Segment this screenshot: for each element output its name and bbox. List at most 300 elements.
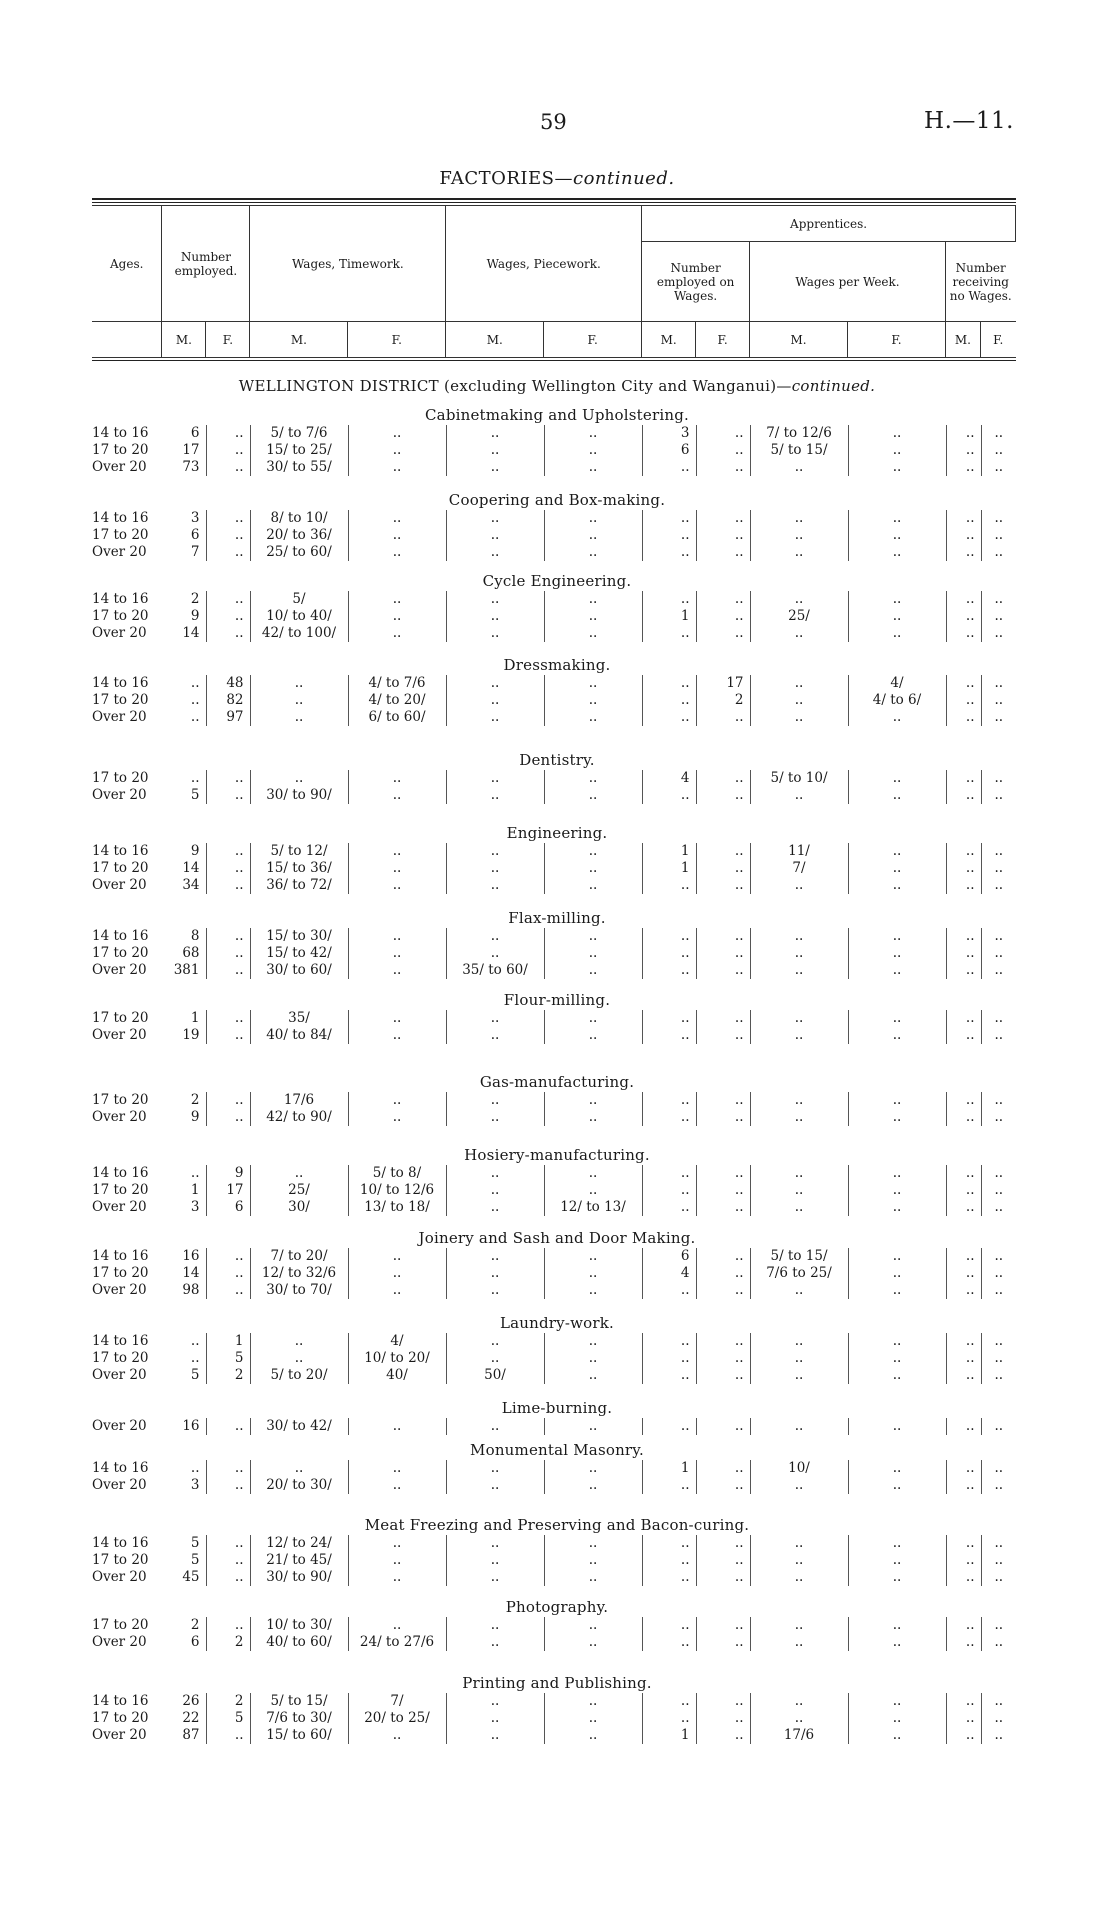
age-cell: 17 to 20: [92, 1350, 149, 1366]
data-cell: ..: [696, 787, 750, 804]
industry-section: [0, 1673, 1114, 1744]
data-cell: ..: [848, 1092, 946, 1109]
data-cell: ..: [994, 787, 1004, 803]
table-row: [92, 425, 1016, 442]
data-cell: 22: [162, 1710, 206, 1727]
data-cell: ..: [544, 1092, 642, 1109]
data-cell: ..: [946, 1333, 981, 1350]
data-cell: ..: [696, 1109, 750, 1126]
data-cell: ..: [642, 527, 696, 544]
district-main: WELLINGTON DISTRICT (excluding Wellington City and Wanganui)—: [238, 377, 792, 395]
data-cell: 1: [162, 1182, 206, 1199]
data-cell: ..: [544, 1727, 642, 1744]
data-cell: ..: [162, 1350, 206, 1367]
data-cell: ..: [750, 877, 848, 894]
data-cell: ..: [946, 1109, 981, 1126]
table-row: [92, 1265, 1016, 1282]
data-cell: 2: [162, 1092, 206, 1109]
age-cell: Over 20: [92, 1569, 147, 1585]
age-cell: 14 to 16: [92, 1460, 149, 1476]
data-cell: 42/ to 100/: [250, 625, 348, 642]
table-row: [92, 787, 1016, 804]
data-cell: 4/: [848, 675, 946, 692]
data-cell: ..: [994, 1282, 1004, 1298]
data-cell: ..: [446, 770, 544, 787]
industry-section: [0, 1313, 1114, 1384]
industry-table: [92, 1333, 1016, 1384]
data-cell: ..: [544, 1693, 642, 1710]
data-cell: 4/: [348, 1333, 446, 1350]
table-row: [92, 510, 1016, 527]
data-cell: ..: [348, 1418, 446, 1435]
data-cell: 73: [162, 459, 206, 476]
industry-title: Coopering and Box-making.: [448, 491, 666, 509]
data-cell: ..: [994, 1367, 1004, 1383]
data-cell: ..: [848, 1182, 946, 1199]
data-cell: ..: [750, 1333, 848, 1350]
data-cell: ..: [642, 1165, 696, 1182]
data-cell: 34: [162, 877, 206, 894]
data-cell: ..: [946, 1199, 981, 1216]
data-cell: ..: [642, 962, 696, 979]
data-cell: ..: [206, 608, 250, 625]
data-cell: ..: [642, 591, 696, 608]
data-cell: ..: [696, 1634, 750, 1651]
data-cell: 25/ to 60/: [250, 544, 348, 561]
table-row: [92, 1634, 1016, 1651]
data-cell: ..: [544, 1418, 642, 1435]
data-cell: ..: [206, 843, 250, 860]
industry-table: [92, 1418, 1016, 1435]
data-cell: ..: [642, 1617, 696, 1634]
data-cell: ..: [446, 1693, 544, 1710]
data-cell: ..: [946, 1418, 981, 1435]
data-cell: 9: [162, 1109, 206, 1126]
data-cell: ..: [544, 1617, 642, 1634]
data-cell: ..: [750, 1418, 848, 1435]
data-cell: ..: [994, 945, 1004, 961]
data-cell: ..: [544, 1460, 642, 1477]
data-cell: ..: [848, 1460, 946, 1477]
data-cell: ..: [206, 877, 250, 894]
age-cell: Over 20: [92, 1109, 147, 1125]
data-cell: ..: [946, 1710, 981, 1727]
data-cell: ..: [446, 1182, 544, 1199]
data-cell: ..: [206, 1010, 250, 1027]
industry-table: [92, 1617, 1016, 1651]
data-cell: 16: [162, 1418, 206, 1435]
data-cell: ..: [946, 692, 981, 709]
data-cell: 97: [206, 709, 250, 726]
data-cell: ..: [994, 1477, 1004, 1493]
data-cell: ..: [162, 692, 206, 709]
data-cell: ..: [994, 1693, 1004, 1709]
data-cell: ..: [848, 442, 946, 459]
data-cell: ..: [848, 843, 946, 860]
data-cell: ..: [848, 1727, 946, 1744]
data-cell: ..: [206, 425, 250, 442]
data-cell: ..: [696, 709, 750, 726]
data-cell: 5: [162, 787, 206, 804]
table-row: [92, 625, 1016, 642]
data-cell: ..: [994, 510, 1004, 526]
data-cell: ..: [848, 962, 946, 979]
data-cell: 30/ to 60/: [250, 962, 348, 979]
data-cell: ..: [848, 1350, 946, 1367]
data-cell: 1: [162, 1010, 206, 1027]
data-cell: ..: [642, 1477, 696, 1494]
data-cell: ..: [696, 1710, 750, 1727]
age-cell: Over 20: [92, 1727, 147, 1743]
data-cell: 15/ to 30/: [250, 928, 348, 945]
data-cell: 1: [642, 843, 696, 860]
age-cell: 14 to 16: [92, 1165, 149, 1181]
data-cell: 5/ to 8/: [348, 1165, 446, 1182]
data-cell: 48: [206, 675, 250, 692]
data-cell: 4: [642, 770, 696, 787]
data-cell: 5/ to 15/: [750, 442, 848, 459]
data-cell: ..: [848, 1634, 946, 1651]
data-cell: 2: [206, 1367, 250, 1384]
data-cell: ..: [994, 877, 1004, 893]
data-cell: ..: [446, 1552, 544, 1569]
data-cell: ..: [750, 945, 848, 962]
data-cell: ..: [446, 1350, 544, 1367]
data-cell: ..: [750, 1350, 848, 1367]
data-cell: ..: [544, 1248, 642, 1265]
data-cell: ..: [946, 527, 981, 544]
data-cell: ..: [544, 787, 642, 804]
data-cell: 7/: [348, 1693, 446, 1710]
data-cell: ..: [946, 510, 981, 527]
table-row: [92, 1165, 1016, 1182]
industry-section: [0, 405, 1114, 476]
table-row: [92, 459, 1016, 476]
data-cell: ..: [206, 770, 250, 787]
data-cell: 8: [162, 928, 206, 945]
header-m: M.: [446, 322, 544, 358]
data-cell: ..: [848, 625, 946, 642]
data-cell: ..: [642, 1569, 696, 1586]
table-row: [92, 591, 1016, 608]
data-cell: 17: [206, 1182, 250, 1199]
data-cell: ..: [446, 1199, 544, 1216]
header-bottom-rule: [92, 360, 1016, 361]
data-cell: ..: [250, 692, 348, 709]
data-cell: ..: [750, 1092, 848, 1109]
data-cell: ..: [642, 510, 696, 527]
data-cell: 20/ to 36/: [250, 527, 348, 544]
data-cell: 10/ to 20/: [348, 1350, 446, 1367]
table-row: [92, 544, 1016, 561]
data-cell: 30/: [250, 1199, 348, 1216]
data-cell: ..: [848, 1569, 946, 1586]
data-cell: ..: [446, 442, 544, 459]
table-row: [92, 1617, 1016, 1634]
data-cell: ..: [994, 591, 1004, 607]
age-cell: 17 to 20: [92, 860, 149, 876]
data-cell: ..: [946, 860, 981, 877]
header-appr-wages-week: Wages per Week.: [750, 242, 946, 322]
data-cell: ..: [994, 1710, 1004, 1726]
data-cell: ..: [696, 608, 750, 625]
table-row: [92, 1418, 1016, 1435]
industry-table: [92, 1460, 1016, 1494]
industry-table: [92, 1693, 1016, 1744]
data-cell: 98: [162, 1282, 206, 1299]
data-cell: ..: [446, 1333, 544, 1350]
data-cell: ..: [750, 527, 848, 544]
data-cell: ..: [696, 1165, 750, 1182]
page-reference: H.—11.: [924, 108, 1014, 134]
data-cell: ..: [946, 1552, 981, 1569]
data-cell: ..: [848, 709, 946, 726]
data-cell: ..: [348, 1248, 446, 1265]
data-cell: ..: [544, 1569, 642, 1586]
data-cell: 6: [162, 1634, 206, 1651]
data-cell: ..: [994, 625, 1004, 641]
data-cell: 26: [162, 1693, 206, 1710]
age-cell: Over 20: [92, 962, 147, 978]
age-cell: 14 to 16: [92, 1333, 149, 1349]
data-cell: ..: [348, 1027, 446, 1044]
data-cell: 10/ to 30/: [250, 1617, 348, 1634]
data-cell: ..: [750, 1477, 848, 1494]
industry-title: Flax-milling.: [508, 909, 606, 927]
data-cell: ..: [642, 787, 696, 804]
data-cell: ..: [848, 544, 946, 561]
data-cell: ..: [348, 860, 446, 877]
header-m: M.: [250, 322, 348, 358]
table-row: [92, 843, 1016, 860]
data-cell: ..: [206, 1552, 250, 1569]
data-cell: 36/ to 72/: [250, 877, 348, 894]
industry-section: [0, 823, 1114, 894]
data-cell: ..: [250, 1350, 348, 1367]
table-row: [92, 1367, 1016, 1384]
data-cell: ..: [446, 1617, 544, 1634]
table-row: [92, 709, 1016, 726]
header-f: F.: [206, 322, 250, 358]
data-cell: ..: [446, 1477, 544, 1494]
data-cell: ..: [642, 1535, 696, 1552]
data-cell: ..: [642, 877, 696, 894]
data-cell: ..: [696, 1460, 750, 1477]
data-cell: ..: [348, 928, 446, 945]
data-cell: ..: [696, 625, 750, 642]
data-cell: ..: [848, 1333, 946, 1350]
data-cell: ..: [348, 962, 446, 979]
data-cell: ..: [946, 1350, 981, 1367]
age-cell: Over 20: [92, 1477, 147, 1493]
data-cell: ..: [206, 1477, 250, 1494]
data-cell: ..: [206, 1617, 250, 1634]
table-row: [92, 1027, 1016, 1044]
data-cell: ..: [206, 860, 250, 877]
data-cell: ..: [994, 1010, 1004, 1026]
data-cell: 12/ to 24/: [250, 1535, 348, 1552]
age-cell: 17 to 20: [92, 527, 149, 543]
data-cell: ..: [750, 625, 848, 642]
data-cell: 2: [206, 1693, 250, 1710]
data-cell: ..: [206, 928, 250, 945]
data-cell: ..: [446, 675, 544, 692]
header-apprentices: Apprentices.: [642, 206, 1016, 242]
data-cell: 30/ to 90/: [250, 787, 348, 804]
data-cell: ..: [994, 709, 1004, 725]
data-cell: ..: [696, 1569, 750, 1586]
data-cell: ..: [446, 1460, 544, 1477]
data-cell: ..: [946, 1634, 981, 1651]
data-cell: ..: [446, 1265, 544, 1282]
data-cell: ..: [642, 1350, 696, 1367]
industry-title: Joinery and Sash and Door Making.: [418, 1229, 696, 1247]
industry-section: [0, 1072, 1114, 1126]
data-cell: ..: [848, 1248, 946, 1265]
data-cell: 2: [162, 1617, 206, 1634]
age-cell: 14 to 16: [92, 510, 149, 526]
data-cell: ..: [946, 945, 981, 962]
district-suffix: continued.: [791, 377, 876, 395]
data-cell: ..: [206, 945, 250, 962]
data-cell: 5: [206, 1710, 250, 1727]
industry-section: [0, 1398, 1114, 1435]
data-cell: ..: [642, 928, 696, 945]
data-cell: ..: [750, 591, 848, 608]
data-cell: 381: [162, 962, 206, 979]
data-cell: ..: [946, 1027, 981, 1044]
data-cell: 12/ to 13/: [544, 1199, 642, 1216]
data-cell: 4: [642, 1265, 696, 1282]
data-cell: ..: [946, 1092, 981, 1109]
data-cell: ..: [206, 527, 250, 544]
data-cell: ..: [348, 1727, 446, 1744]
data-cell: ..: [544, 860, 642, 877]
data-cell: ..: [348, 1109, 446, 1126]
data-cell: 8/ to 10/: [250, 510, 348, 527]
data-cell: 7/ to 12/6: [750, 425, 848, 442]
data-cell: ..: [696, 1182, 750, 1199]
age-cell: 14 to 16: [92, 1248, 149, 1264]
data-cell: ..: [848, 945, 946, 962]
data-cell: ..: [750, 459, 848, 476]
data-cell: ..: [696, 1248, 750, 1265]
industry-section: [0, 908, 1114, 979]
data-cell: 24/ to 27/6: [348, 1634, 446, 1651]
data-cell: ..: [750, 1710, 848, 1727]
data-cell: ..: [946, 442, 981, 459]
header-f: F.: [544, 322, 642, 358]
data-cell: ..: [544, 625, 642, 642]
data-cell: ..: [544, 608, 642, 625]
age-cell: Over 20: [92, 1418, 147, 1434]
data-cell: ..: [446, 1634, 544, 1651]
header-ages-spacer: [92, 322, 162, 358]
data-cell: ..: [994, 1027, 1004, 1043]
data-cell: ..: [750, 1693, 848, 1710]
data-cell: ..: [206, 1535, 250, 1552]
page-title: [0, 168, 1114, 189]
data-cell: ..: [206, 591, 250, 608]
data-cell: ..: [250, 675, 348, 692]
data-cell: 2: [206, 1634, 250, 1651]
data-cell: ..: [642, 709, 696, 726]
data-cell: 4/ to 6/: [848, 692, 946, 709]
data-cell: ..: [642, 675, 696, 692]
data-cell: 6: [206, 1199, 250, 1216]
data-cell: ..: [946, 1535, 981, 1552]
age-cell: 17 to 20: [92, 770, 149, 786]
table-row: [92, 1552, 1016, 1569]
data-cell: ..: [446, 527, 544, 544]
data-cell: 1: [642, 1460, 696, 1477]
data-cell: 5: [162, 1367, 206, 1384]
data-cell: ..: [750, 709, 848, 726]
data-cell: ..: [750, 1010, 848, 1027]
industry-table: [92, 425, 1016, 476]
data-cell: 21/ to 45/: [250, 1552, 348, 1569]
data-cell: ..: [696, 1693, 750, 1710]
data-cell: ..: [206, 1727, 250, 1744]
industry-table: [92, 591, 1016, 642]
data-cell: ..: [994, 1418, 1004, 1434]
data-cell: ..: [206, 1569, 250, 1586]
data-cell: ..: [446, 1535, 544, 1552]
data-cell: 5/ to 10/: [750, 770, 848, 787]
data-cell: ..: [848, 770, 946, 787]
data-cell: 30/ to 55/: [250, 459, 348, 476]
data-cell: ..: [946, 1727, 981, 1744]
table-row: [92, 877, 1016, 894]
age-cell: 14 to 16: [92, 1535, 149, 1551]
data-cell: ..: [544, 425, 642, 442]
data-cell: ..: [696, 1282, 750, 1299]
data-cell: 15/ to 36/: [250, 860, 348, 877]
data-cell: ..: [696, 1350, 750, 1367]
data-cell: 40/ to 84/: [250, 1027, 348, 1044]
data-cell: ..: [994, 1248, 1004, 1264]
data-cell: ..: [696, 1092, 750, 1109]
data-cell: ..: [696, 1477, 750, 1494]
data-cell: ..: [994, 608, 1004, 624]
industry-table: [92, 928, 1016, 979]
data-cell: 3: [162, 510, 206, 527]
data-cell: ..: [696, 1552, 750, 1569]
data-cell: ..: [696, 1418, 750, 1435]
age-cell: Over 20: [92, 877, 147, 893]
data-cell: ..: [544, 591, 642, 608]
data-cell: ..: [696, 510, 750, 527]
data-cell: 7: [162, 544, 206, 561]
data-cell: ..: [206, 962, 250, 979]
industry-section: [0, 1515, 1114, 1586]
data-cell: ..: [696, 945, 750, 962]
data-cell: ..: [848, 1535, 946, 1552]
data-cell: 15/ to 25/: [250, 442, 348, 459]
data-cell: ..: [946, 1248, 981, 1265]
data-cell: ..: [848, 1027, 946, 1044]
data-cell: ..: [946, 591, 981, 608]
data-cell: 5/ to 7/6: [250, 425, 348, 442]
header-f: F.: [848, 322, 946, 358]
data-cell: ..: [848, 1282, 946, 1299]
data-cell: ..: [750, 1199, 848, 1216]
data-cell: ..: [348, 1477, 446, 1494]
age-cell: 17 to 20: [92, 1617, 149, 1633]
data-cell: ..: [544, 1634, 642, 1651]
data-cell: ..: [696, 1333, 750, 1350]
data-cell: ..: [206, 1460, 250, 1477]
